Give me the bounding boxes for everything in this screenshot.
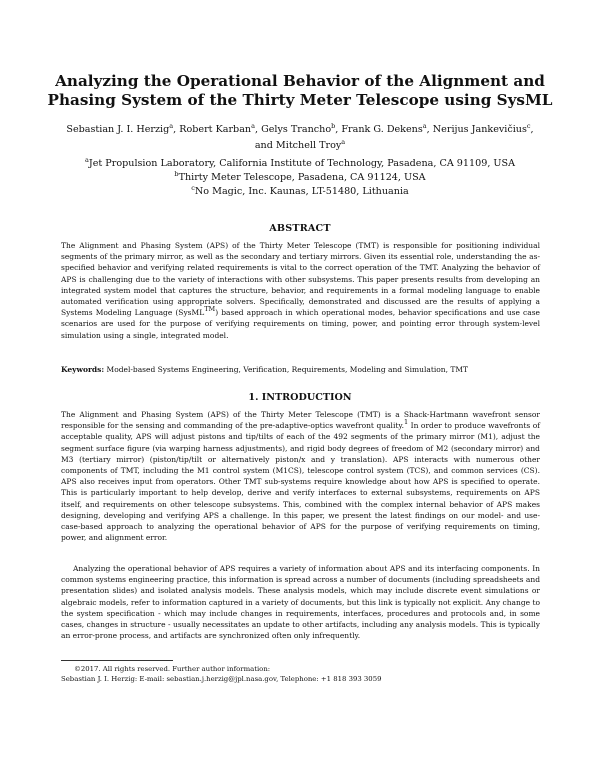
affiliation-mark: b	[174, 170, 179, 178]
footnote-divider	[61, 660, 173, 661]
intro-p1-text: The Alignment and Phasing System (APS) of the Thirty Meter Telescope (TMT) is a Shack-Hartmann wavefront sensor responsible for the sensing and commanding of the pre-adaptive-optics wavefront quality.	[61, 410, 540, 431]
affiliation-text: Thirty Meter Telescope, Pasadena, CA 91124, USA	[178, 172, 426, 183]
affiliation-text: Jet Propulsion Laboratory, California Institute of Technology, Pasadena, CA 91109, USA	[88, 158, 516, 169]
section-heading-introduction: 1. INTRODUCTION	[248, 392, 352, 403]
author-name: Frank G. Dekens	[341, 124, 423, 135]
author-name: Mitchell Troy	[275, 139, 342, 151]
author-affil-mark: a	[251, 122, 255, 130]
intro-p1-text-cont: In order to produce wavefronts of acceptable quality, APS will adjust pistons and tip/tilts of each of the 492 segments of the primary mirror (M1), adjust the segment surface figure (via warping harness adjustments), and rigid body degrees of freedom of M2 (secondary mirror) and M3 (tertiary mirror) (piston/tip/tilt or alternatively piston/x and y translation). APS interacts with numerous other components of TMT, including the M1 control system (M1CS), telescope control system (TCS), and common services (CS). APS also receives input from operators. Other TMT sub-systems require knowledge about how APS is specified to operate. This is particularly important to help develop, derive and verify interfaces to external subsystems, requirements on APS itself, and requirements on other telescope subsystems. This, combined with the complex internal behavior of APS makes designing, developing and verifying APS a challenge. In this paper, we present the latest findings on our model- and use-case-based approach to analyzing the operational behavior of APS for the purpose of verifying requirements on timing, power, and alignment error.	[61, 421, 540, 543]
intro-paragraph-1	[61, 409, 540, 543]
author-name: Robert Karban	[179, 124, 252, 135]
abstract-text-cont: ) based approach in which operational modes, behavior specifications and use case scenarios are used for the purpose of verifying requirements on timing, power, and pointing error through system-level simulation using a single, integrated model.	[61, 308, 540, 340]
trademark-mark: TM	[204, 305, 216, 314]
intro-paragraph-2: Analyzing the operational behavior of APS requires a variety of information about APS and its interfacing components. In common systems engineering practice, this information is spread across a number of documents (including spreadsheets and presentation slides) and isolated analysis models. These analysis models, which may include discrete event simulations or algebraic models, refer to information captured in a variety of documents, but this link is typically not explicit. Any change to the system specification - which may include changes in requirements, interfaces, procedures and protocols and, in some cases, changes in structure - usually necessitates an update to other artifacts, including any analysis models. This is typically an error-prone process, and artifacts are synchronized often only infrequently.	[61, 564, 540, 641]
footnote-contact: Sebastian J. I. Herzig: E-mail: sebastian.j.herzig@jpl.nasa.gov, Telephone: +1 818 393 3059	[61, 675, 382, 683]
title-line-1: Analyzing the Operational Behavior of the Alignment and	[55, 72, 545, 90]
affiliation-text: No Magic, Inc. Kaunas, LT-51480, Lithuania	[194, 186, 409, 197]
affiliation	[60, 185, 540, 199]
author-affil-mark: a	[169, 122, 174, 130]
affiliation-mark: c	[191, 184, 195, 192]
keywords	[61, 364, 540, 375]
affiliation	[60, 157, 540, 171]
abstract-heading: ABSTRACT	[269, 223, 331, 234]
author-affil-mark: a	[422, 122, 427, 130]
author-name: Nerijus Jankevičius	[432, 124, 527, 135]
keywords-label: Keywords:	[61, 365, 105, 374]
author-affil-mark: a	[341, 137, 346, 146]
author-affil-mark: c	[526, 122, 531, 130]
author-affil-mark: b	[331, 122, 336, 130]
author-list: Sebastian J. I. Herzig$^a$, Robert Karban$^a$, Gelys Trancho$^b$, Frank G. Dekens$^a$, Nerijus Jankevičius$^c$, and Mitchell Troy$^a$	[66, 122, 534, 151]
footnote-copyright: ©2017. All rights reserved. Further author information:	[74, 665, 271, 673]
footnote	[61, 664, 540, 684]
affiliation-mark: a	[84, 156, 89, 164]
keywords-text: Model-based Systems Engineering, Verification, Requirements, Modeling and Simulation, TMT	[106, 365, 469, 374]
author-name: Sebastian J. I. Herzig	[66, 124, 170, 135]
author-name: Gelys Trancho	[261, 124, 332, 135]
title-line-2: Phasing System of the Thirty Meter Telescope using SysML	[47, 91, 553, 109]
citation-ref[interactable]: 1	[403, 418, 409, 427]
affiliation-list	[60, 157, 540, 199]
abstract-text: The Alignment and Phasing System (APS) of the Thirty Meter Telescope (TMT) is responsible for positioning individual segments of the primary mirror, as well as the secondary and tertiary mirrors. Given its essential role, understanding the as-specified behavior and verifying related requirements is vital to the correct operation of the TMT. Analyzing the behavior of APS is challenging due to the variety of interactions with other subsystems. This paper presents results from developing an integrated system model that captures the structure, behavior, and requirements in a formal modeling language to enable automated verification using appropriate solvers. Specifically, demonstrated and discussed are the results of applying a Systems Modeling Language (SysML	[61, 241, 540, 318]
affiliation	[60, 171, 540, 185]
paper-title	[40, 72, 560, 110]
abstract-body	[61, 240, 540, 341]
